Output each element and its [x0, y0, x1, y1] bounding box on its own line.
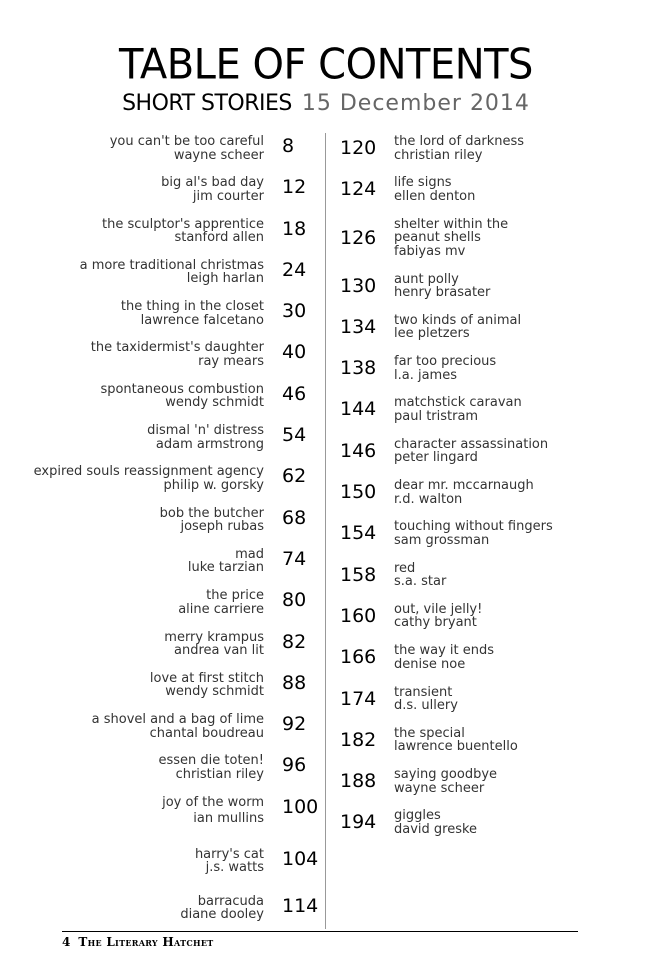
- page-number: 18: [282, 217, 307, 240]
- story-title: the sculptor's apprentice: [102, 216, 264, 232]
- story-title: mad: [235, 546, 264, 562]
- page-number: 150: [340, 481, 377, 504]
- page-number: 188: [340, 770, 377, 793]
- story-author: chantal boudreau: [149, 725, 264, 741]
- toc-entry[interactable]: [20, 796, 325, 842]
- story-title: far too precious: [394, 354, 497, 370]
- page-number: 82: [282, 630, 307, 653]
- entry-meta: [158, 754, 264, 781]
- story-title: big al's bad day: [161, 175, 264, 191]
- entry-meta: [394, 520, 553, 547]
- toc-entry[interactable]: [336, 314, 636, 355]
- story-author: david greske: [394, 821, 478, 837]
- story-author: wayne scheer: [173, 147, 264, 163]
- section-label: SHORT STORIES: [122, 91, 292, 116]
- toc-right-column: [336, 135, 636, 851]
- entry-meta: [394, 273, 490, 300]
- story-author: luke tarzian: [187, 560, 264, 576]
- entry-meta: [394, 809, 477, 836]
- story-title: the way it ends: [394, 643, 494, 659]
- page-number: 114: [282, 894, 319, 917]
- page-number: 40: [282, 341, 307, 364]
- story-title: dismal 'n' distress: [147, 423, 264, 439]
- story-author: paul tristram: [394, 408, 479, 424]
- story-title: expired souls reassignment agency: [33, 464, 264, 480]
- entry-meta: [394, 355, 496, 382]
- page-title: TABLE OF CONTENTS: [119, 40, 533, 90]
- toc-entry[interactable]: [336, 520, 636, 561]
- toc-entry[interactable]: [336, 396, 636, 437]
- story-author: henry brasater: [394, 285, 491, 301]
- page-number: 24: [282, 258, 307, 281]
- entry-meta: [394, 396, 522, 423]
- toc-entry[interactable]: [336, 809, 636, 850]
- entry-meta: [394, 218, 508, 259]
- page-number: 138: [340, 357, 377, 380]
- page-number: 12: [282, 176, 307, 199]
- toc-entry[interactable]: [20, 889, 325, 930]
- page-footer: [62, 935, 214, 949]
- page-number: 134: [340, 315, 377, 338]
- page-number: 124: [340, 178, 377, 201]
- magazine-name: The Literary Hatchet: [78, 935, 214, 949]
- toc-entry[interactable]: [20, 135, 325, 176]
- story-author: wendy schmidt: [165, 395, 264, 411]
- page-number: 104: [282, 847, 319, 870]
- toc-entry[interactable]: [20, 383, 325, 424]
- story-title: giggles: [394, 808, 441, 824]
- story-title: character assassination: [394, 436, 549, 452]
- entry-meta: [102, 218, 264, 245]
- entry-meta: [34, 465, 264, 492]
- story-author: joseph rubas: [180, 519, 264, 535]
- toc-entry[interactable]: [336, 273, 636, 314]
- toc-entry[interactable]: [20, 465, 325, 506]
- toc-entry[interactable]: [20, 218, 325, 259]
- story-title: saying goodbye: [394, 767, 498, 783]
- story-author: s.a. star: [394, 574, 447, 590]
- toc-entry[interactable]: [336, 479, 636, 520]
- story-author: leigh harlan: [186, 271, 264, 287]
- entry-meta: [394, 314, 521, 341]
- entry-meta: [121, 300, 264, 327]
- story-author: diane dooley: [180, 907, 264, 923]
- story-author: sam grossman: [394, 532, 490, 548]
- toc-entry[interactable]: [20, 176, 325, 217]
- toc-entry[interactable]: [20, 300, 325, 341]
- entry-meta: [195, 848, 264, 875]
- toc-entry[interactable]: [336, 603, 636, 644]
- page-number: 8: [282, 135, 295, 157]
- entry-meta: [188, 548, 264, 575]
- toc-entry[interactable]: [20, 842, 325, 889]
- toc-entry[interactable]: [336, 218, 636, 273]
- entry-meta: [80, 259, 264, 286]
- story-title: a more traditional christmas: [79, 257, 264, 273]
- page-number: 182: [340, 728, 377, 751]
- toc-entry[interactable]: [20, 259, 325, 300]
- footer-rule: [62, 931, 578, 932]
- story-title: dear mr. mccarnaugh: [394, 478, 534, 494]
- story-author: philip w. gorsky: [163, 477, 264, 493]
- toc-entry[interactable]: [20, 672, 325, 713]
- toc-entry[interactable]: [336, 727, 636, 768]
- entry-meta: [394, 479, 534, 506]
- story-author: wayne scheer: [394, 780, 485, 796]
- story-author: christian riley: [175, 766, 264, 782]
- story-author: fabiyas mv: [394, 243, 466, 259]
- story-title: the lord of darkness: [394, 134, 525, 149]
- story-title: life signs: [394, 175, 452, 191]
- page-number: 154: [340, 522, 377, 545]
- story-title: a shovel and a bag of lime: [91, 712, 264, 728]
- toc-entry[interactable]: [336, 768, 636, 809]
- story-author: aline carriere: [178, 601, 264, 617]
- story-author: ray mears: [198, 353, 264, 369]
- story-author: r.d. walton: [394, 491, 463, 507]
- page-number: 54: [282, 424, 307, 447]
- page-number: 160: [340, 604, 377, 627]
- story-title: merry krampus: [164, 629, 264, 645]
- story-title: aunt polly: [394, 271, 459, 287]
- story-author: stanford allen: [174, 230, 264, 246]
- story-title: out, vile jelly!: [394, 601, 483, 617]
- entry-meta: [178, 589, 264, 616]
- entry-meta: [162, 796, 264, 826]
- story-title: the taxidermist's daughter: [90, 340, 264, 356]
- entry-meta: [394, 176, 475, 203]
- story-title: red: [394, 560, 416, 576]
- story-author: jim courter: [192, 188, 264, 204]
- story-author: ellen denton: [394, 188, 476, 204]
- story-author: christian riley: [394, 147, 483, 163]
- story-title: bob the butcher: [159, 505, 264, 521]
- story-author: cathy bryant: [394, 615, 477, 631]
- entry-meta: [394, 768, 497, 795]
- toc-entry[interactable]: [336, 562, 636, 603]
- story-author: d.s. ullery: [394, 698, 458, 714]
- page-number: 96: [282, 754, 307, 777]
- story-author: andrea van lit: [174, 643, 264, 659]
- story-author: j.s. watts: [205, 860, 264, 876]
- story-title: transient: [394, 684, 453, 700]
- entry-meta: [180, 895, 264, 922]
- toc-entry[interactable]: [20, 713, 325, 754]
- page-number: 46: [282, 382, 307, 405]
- entry-meta: [91, 341, 264, 368]
- page-number: 126: [340, 226, 377, 249]
- story-title: touching without fingers: [394, 519, 553, 535]
- entry-meta: [394, 135, 524, 162]
- toc-entry[interactable]: [336, 135, 636, 176]
- toc-entry[interactable]: [20, 548, 325, 589]
- page-number: 174: [340, 687, 377, 710]
- toc-entry[interactable]: [20, 507, 325, 548]
- story-title: essen die toten!: [158, 753, 264, 769]
- entry-meta: [100, 383, 264, 410]
- toc-entry[interactable]: [20, 754, 325, 795]
- story-title-line2: peanut shells: [394, 230, 481, 246]
- toc-entry[interactable]: [336, 644, 636, 685]
- page-number: 30: [282, 300, 307, 323]
- page-number: 120: [340, 137, 377, 159]
- page-number: 68: [282, 506, 307, 529]
- story-author: lawrence buentello: [394, 739, 518, 755]
- subtitle: [0, 91, 652, 116]
- story-title: shelter within the: [394, 216, 509, 232]
- story-author: peter lingard: [394, 450, 478, 466]
- story-author: wendy schmidt: [165, 684, 264, 700]
- page-number: 88: [282, 671, 307, 694]
- entry-meta: [164, 631, 264, 658]
- story-title: the price: [206, 588, 264, 604]
- entry-meta: [161, 176, 264, 203]
- page-number: 62: [282, 465, 307, 488]
- story-author: adam armstrong: [155, 436, 264, 452]
- story-author: denise noe: [394, 656, 466, 672]
- entry-meta: [394, 644, 494, 671]
- entry-meta: [110, 135, 264, 162]
- entry-meta: [394, 562, 446, 589]
- page-number: 100: [282, 795, 319, 818]
- page-number: 144: [340, 398, 377, 421]
- issue-date: 15 December 2014: [301, 91, 530, 116]
- toc-entry[interactable]: [336, 438, 636, 479]
- toc-entry[interactable]: [336, 176, 636, 217]
- story-title: matchstick caravan: [394, 395, 522, 411]
- entry-meta: [394, 603, 482, 630]
- entry-meta: [92, 713, 264, 740]
- entry-meta: [394, 438, 548, 465]
- story-title: barracuda: [197, 893, 264, 909]
- story-title: love at first stitch: [149, 670, 264, 686]
- story-author: ian mullins: [193, 811, 264, 827]
- toc-entry[interactable]: [20, 631, 325, 672]
- story-title: joy of the worm: [162, 794, 264, 810]
- page-number: 166: [340, 646, 377, 669]
- toc-entry[interactable]: [336, 686, 636, 727]
- entry-meta: [147, 424, 264, 451]
- page-number: 146: [340, 439, 377, 462]
- toc-entry[interactable]: [20, 589, 325, 630]
- entry-meta: [394, 727, 518, 754]
- page-number: 92: [282, 713, 307, 736]
- page-number: 80: [282, 589, 307, 612]
- story-author: lawrence falcetano: [140, 312, 264, 328]
- entry-meta: [160, 507, 264, 534]
- story-title: you can't be too careful: [109, 134, 264, 149]
- story-title: two kinds of animal: [394, 312, 522, 328]
- story-author: l.a. james: [394, 367, 457, 383]
- story-title: the thing in the closet: [120, 299, 264, 315]
- entry-meta: [150, 672, 264, 699]
- story-title: the special: [394, 725, 465, 741]
- page-number: 194: [340, 811, 377, 834]
- story-title: spontaneous combustion: [100, 381, 264, 397]
- toc-entry[interactable]: [20, 424, 325, 465]
- entry-meta: [394, 686, 458, 713]
- story-author: lee pletzers: [394, 326, 470, 342]
- page-number: 158: [340, 563, 377, 586]
- toc-entry[interactable]: [20, 341, 325, 382]
- toc-left-column: [20, 135, 325, 930]
- footer-page-number: 4: [62, 935, 71, 949]
- page-number: 74: [282, 547, 307, 570]
- story-title: harry's cat: [194, 846, 264, 862]
- toc-entry[interactable]: [336, 355, 636, 396]
- page-number: 130: [340, 274, 377, 297]
